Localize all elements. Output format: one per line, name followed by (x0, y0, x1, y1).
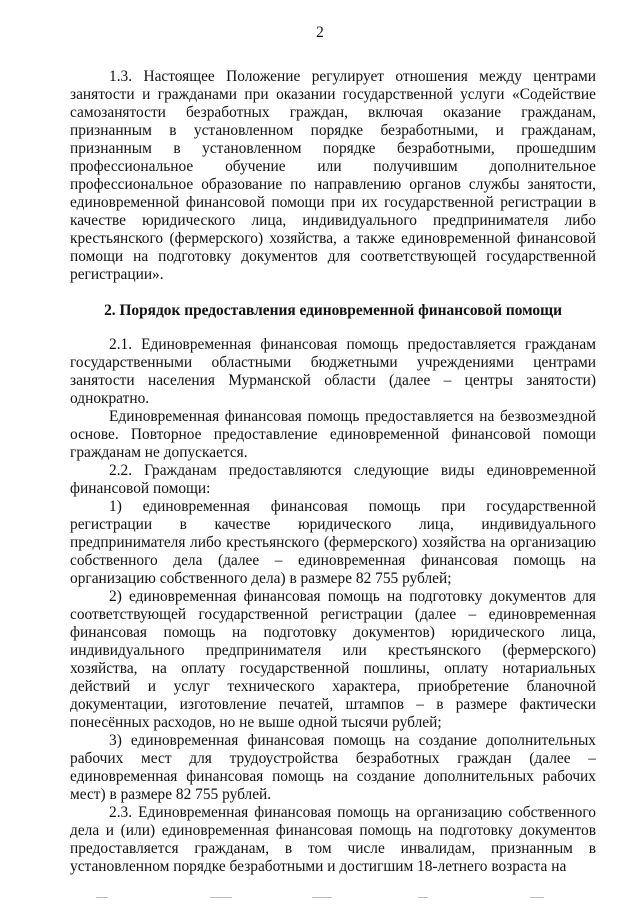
paragraph-2-1: 2.1. Единовременная финансовая помощь предоставляется гражданам государственными областными бюджетными учреждениями центрами занятости населения Мурманской области (далее – центры занятости) однократно. (70, 336, 596, 407)
section-2-heading: 2. Порядок предоставления единовременной финансовой помощи (104, 302, 562, 319)
scan-mark (210, 897, 232, 898)
scan-mark (530, 897, 544, 898)
scan-mark (418, 897, 428, 898)
scan-mark (96, 897, 108, 898)
scan-mark (312, 897, 332, 898)
paragraph-2-2-item-3: 3) единовременная финансовая помощь на создание дополнительных рабочих мест для трудоустройства безработных граждан (далее – единовременная финансовая помощь на создание дополнительных рабочих мест) в размере 82 755 рублей. (70, 732, 596, 803)
page-number: 2 (316, 24, 324, 41)
paragraph-2-2-item-2: 2) единовременная финансовая помощь на подготовку документов для соответствующей государственной регистрации (далее – единовременная финансовая помощь на подготовку документов) юридического лица, индивидуального предпринимателя или крестьянского (фермерского) хозяйства, на оплату государственной пошлины, оплату нотариальных действий и услуг технического характера, приобретение бланочной документации, изготовление печатей, штампов – в размере фактически понесённых расходов, но не выше одной тысячи рублей; (70, 588, 596, 731)
document-body (70, 68, 596, 876)
paragraph-2-2-item-1: 1) единовременная финансовая помощь при государственной регистрации в качестве юридического лица, индивидуального предпринимателя либо крестьянского (фермерского) хозяйства на организацию собственного дела (далее – единовременная финансовая помощь на организацию собственного дела) в размере 82 755 рублей; (70, 498, 596, 587)
paragraph-2-1-continued: Единовременная финансовая помощь предоставляется на безвозмездной основе. Повторное предоставление единовременной финансовой помощи гражданам не допускается. (70, 408, 596, 461)
paragraph-1-3: 1.3. Настоящее Положение регулирует отношения между центрами занятости и гражданами при оказании государственной услуги «Содействие самозанятости безработных граждан, включая оказание гражданам, признанным в установленном порядке безработными, и гражданам, признанным в установленном порядке безработными, прошедшим профессиональное обучение или получившим дополнительное профессиональное образование по направлению органов службы занятости, единовременной финансовой помощи при их государственной регистрации в качестве юридического лица, индивидуального предпринимателя либо крестьянского (фермерского) хозяйства, а также единовременной финансовой помощи на подготовку документов для соответствующей государственной регистрации». (70, 68, 596, 283)
scan-edge-marks (0, 897, 640, 905)
paragraph-2-2: 2.2. Гражданам предоставляются следующие виды единовременной финансовой помощи: (70, 462, 596, 497)
paragraph-2-3: 2.3. Единовременная финансовая помощь на организацию собственного дела и (или) единовременная финансовая помощь на подготовку документов предоставляется гражданам, в том числе инвалидам, признанным в установленном порядке безработными и достигшим 18-летнего возраста на (70, 804, 596, 875)
